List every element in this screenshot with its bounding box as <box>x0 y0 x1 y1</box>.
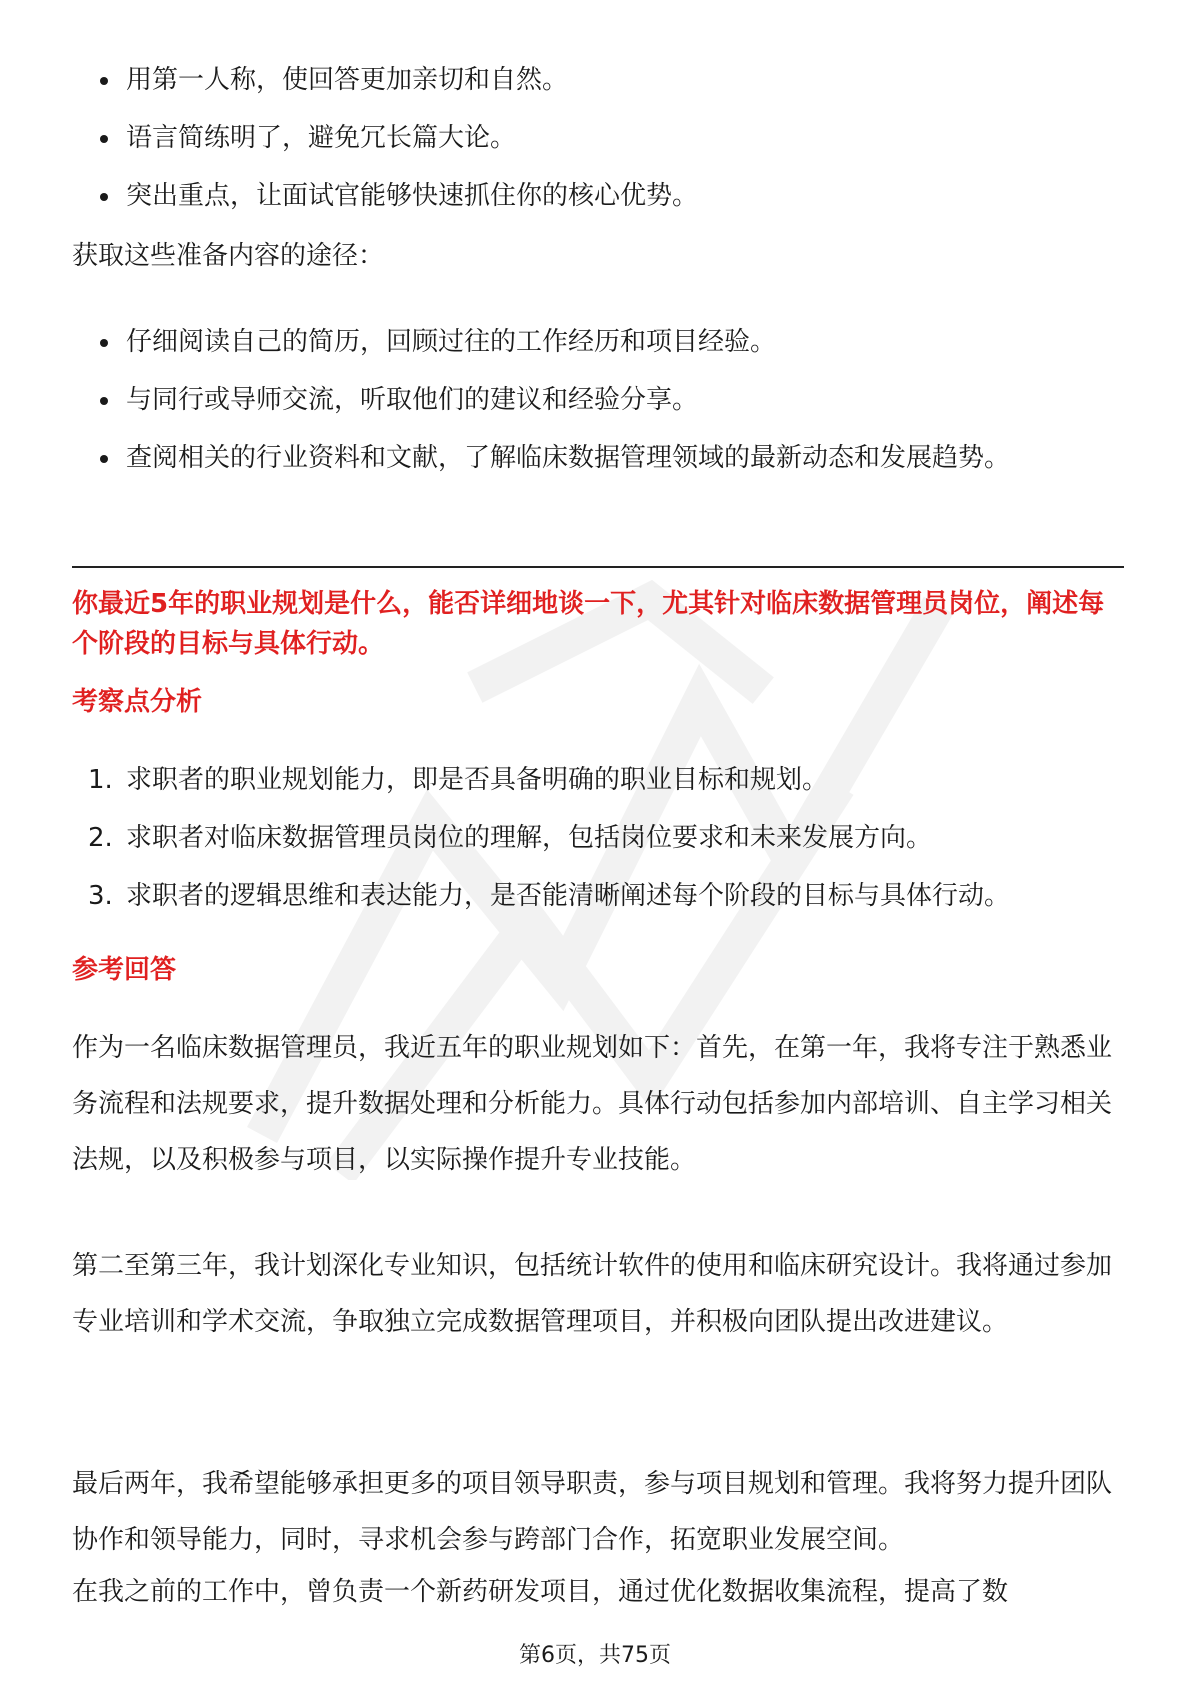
list-item <box>72 62 1132 120</box>
answer-paragraph: 在我之前的工作中，曾负责一个新药研发项目，通过优化数据收集流程，提高了数 <box>72 1577 1009 1607</box>
ways-bullet-list <box>72 324 1132 498</box>
answer-paragraph: 第二至第三年，我计划深化专业知识，包括统计软件的使用和临床研究设计。我将通过参加专业培训和学术交流，争取独立完成数据管理项目，并积极向团队提出改进建议。 <box>72 1251 1113 1337</box>
list-number: 1. <box>88 765 113 795</box>
list-item <box>72 178 1132 236</box>
list-item <box>72 440 1132 498</box>
bullet-dot <box>100 77 108 85</box>
list-item-text: 求职者的职业规划能力，即是否具备明确的职业目标和规划。 <box>126 765 829 795</box>
analysis-title: 考察点分析 <box>72 687 203 717</box>
list-item-text: 用第一人称，使回答更加亲切和自然。 <box>126 65 569 95</box>
list-item-text: 突出重点，让面试官能够快速抓住你的核心优势。 <box>126 181 699 211</box>
intro-bullet-list <box>72 62 1132 236</box>
list-item <box>72 820 1132 878</box>
answer-paragraph: 作为一名临床数据管理员，我近五年的职业规划如下：首先，在第一年，我将专注于熟悉业务流程和法规要求，提升数据处理和分析能力。具体行动包括参加内部培训、自主学习相关法规，以及积极参与项目，以实际操作提升专业技能。 <box>72 1033 1113 1175</box>
ways-title: 获取这些准备内容的途径： <box>72 241 385 271</box>
bullet-dot <box>100 397 108 405</box>
list-item-text: 语言简练明了，避免冗长篇大论。 <box>126 123 517 153</box>
list-item <box>72 878 1132 936</box>
list-item <box>72 382 1132 440</box>
list-item-text: 查阅相关的行业资料和文献，了解临床数据管理领域的最新动态和发展趋势。 <box>126 443 1011 473</box>
list-item <box>72 762 1132 820</box>
page-footer: 第6页，共75页 <box>519 1643 671 1668</box>
question-heading: 你最近5年的职业规划是什么，能否详细地谈一下，尤其针对临床数据管理员岗位，阐述每个阶段的目标与具体行动。 <box>72 589 1105 659</box>
bullet-dot <box>100 455 108 463</box>
list-item-text: 求职者对临床数据管理员岗位的理解，包括岗位要求和未来发展方向。 <box>126 823 933 853</box>
list-item-text: 与同行或导师交流，听取他们的建议和经验分享。 <box>126 385 699 415</box>
list-number: 2. <box>88 823 113 853</box>
list-item-text: 求职者的逻辑思维和表达能力，是否能清晰阐述每个阶段的目标与具体行动。 <box>126 881 1011 911</box>
analysis-list <box>72 762 1132 936</box>
bullet-dot <box>100 193 108 201</box>
section-divider <box>72 566 1124 568</box>
list-item-text: 仔细阅读自己的简历，回顾过往的工作经历和项目经验。 <box>126 327 777 357</box>
answer-paragraph: 最后两年，我希望能够承担更多的项目领导职责，参与项目规划和管理。我将努力提升团队协作和领导能力，同时，寻求机会参与跨部门合作，拓宽职业发展空间。 <box>72 1469 1113 1555</box>
list-number: 3. <box>88 881 113 911</box>
list-item <box>72 120 1132 178</box>
bullet-dot <box>100 135 108 143</box>
answer-title: 参考回答 <box>72 955 177 985</box>
bullet-dot <box>100 339 108 347</box>
list-item <box>72 324 1132 382</box>
